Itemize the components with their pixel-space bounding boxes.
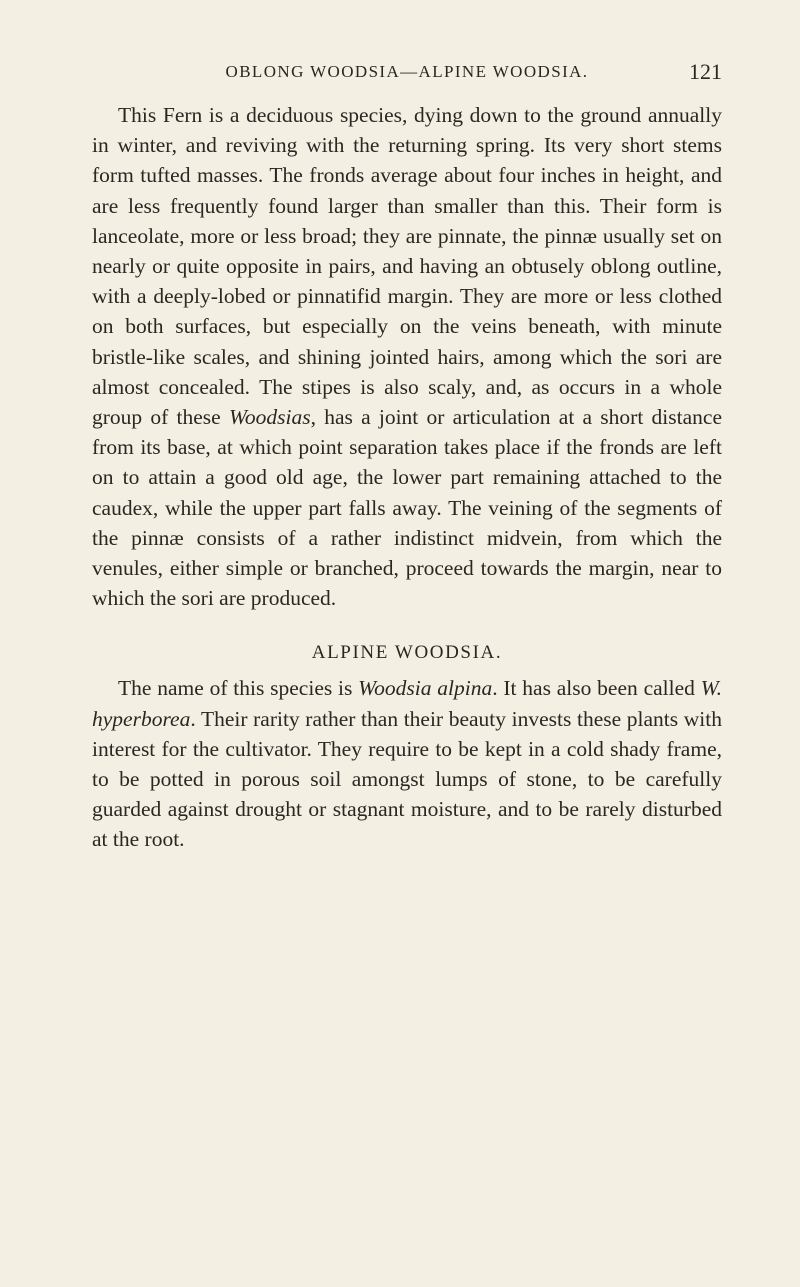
section-heading-alpine-woodsia: ALPINE WOODSIA. xyxy=(311,642,503,664)
running-head-title: OBLONG WOODSIA—ALPINE WOODSIA. xyxy=(225,62,589,81)
genus-name: Woodsias xyxy=(228,405,311,430)
paragraph-text: . It has also been called xyxy=(492,676,701,701)
species-name: Woodsia alpina xyxy=(358,676,493,701)
book-page xyxy=(92,52,722,855)
paragraph-text: This Fern is a deciduous species, dying down to the ground annually in winter, and reviving with the returning spring. Its very short stems form tufted masses. The fronds average about four inches in height, and are less frequently found larger than smaller than this. Their form is lanceolate, more or less broad; they are pinnate, the pinnæ usually set on nearly or quite opposite in pairs, and having an obtusely oblong outline, with a deeply-lobed or pinnatifid margin. They are more or less clothed on both surfaces, but especially on the veins beneath, with minute bristle-like scales, and shining jointed hairs, among which the sori are almost concealed. The stipes is also scaly, and, as occurs in a whole group of these xyxy=(92,103,722,430)
paragraph-text: The name of this species is xyxy=(118,676,359,701)
oblong-woodsia-description xyxy=(92,100,722,613)
paragraph-text: . Their rarity rather than their beauty invests these plants with interest for the cultivator. They require to be kept in a cold shady frame, to be potted in porous soil amongst lumps of stone, to be carefully guarded against drought or stagnant moisture, and to be rarely disturbed at the root. xyxy=(92,706,722,852)
species-synonym: W. hyperborea xyxy=(92,676,723,731)
running-head xyxy=(92,52,722,92)
alpine-woodsia-description xyxy=(92,673,722,854)
paragraph-text: , has a joint or articulation at a short distance from its base, at which point separation takes place if the fronds are left on to attain a good old age, the lower part remaining attached to the caudex, while the upper part falls away. The veining of the segments of the pinnæ consists of a rather indistinct midvein, from which the venules, either simple or branched, proceed towards the margin, near to which the sori are produced. xyxy=(92,405,722,611)
page-number: 121 xyxy=(689,59,722,84)
